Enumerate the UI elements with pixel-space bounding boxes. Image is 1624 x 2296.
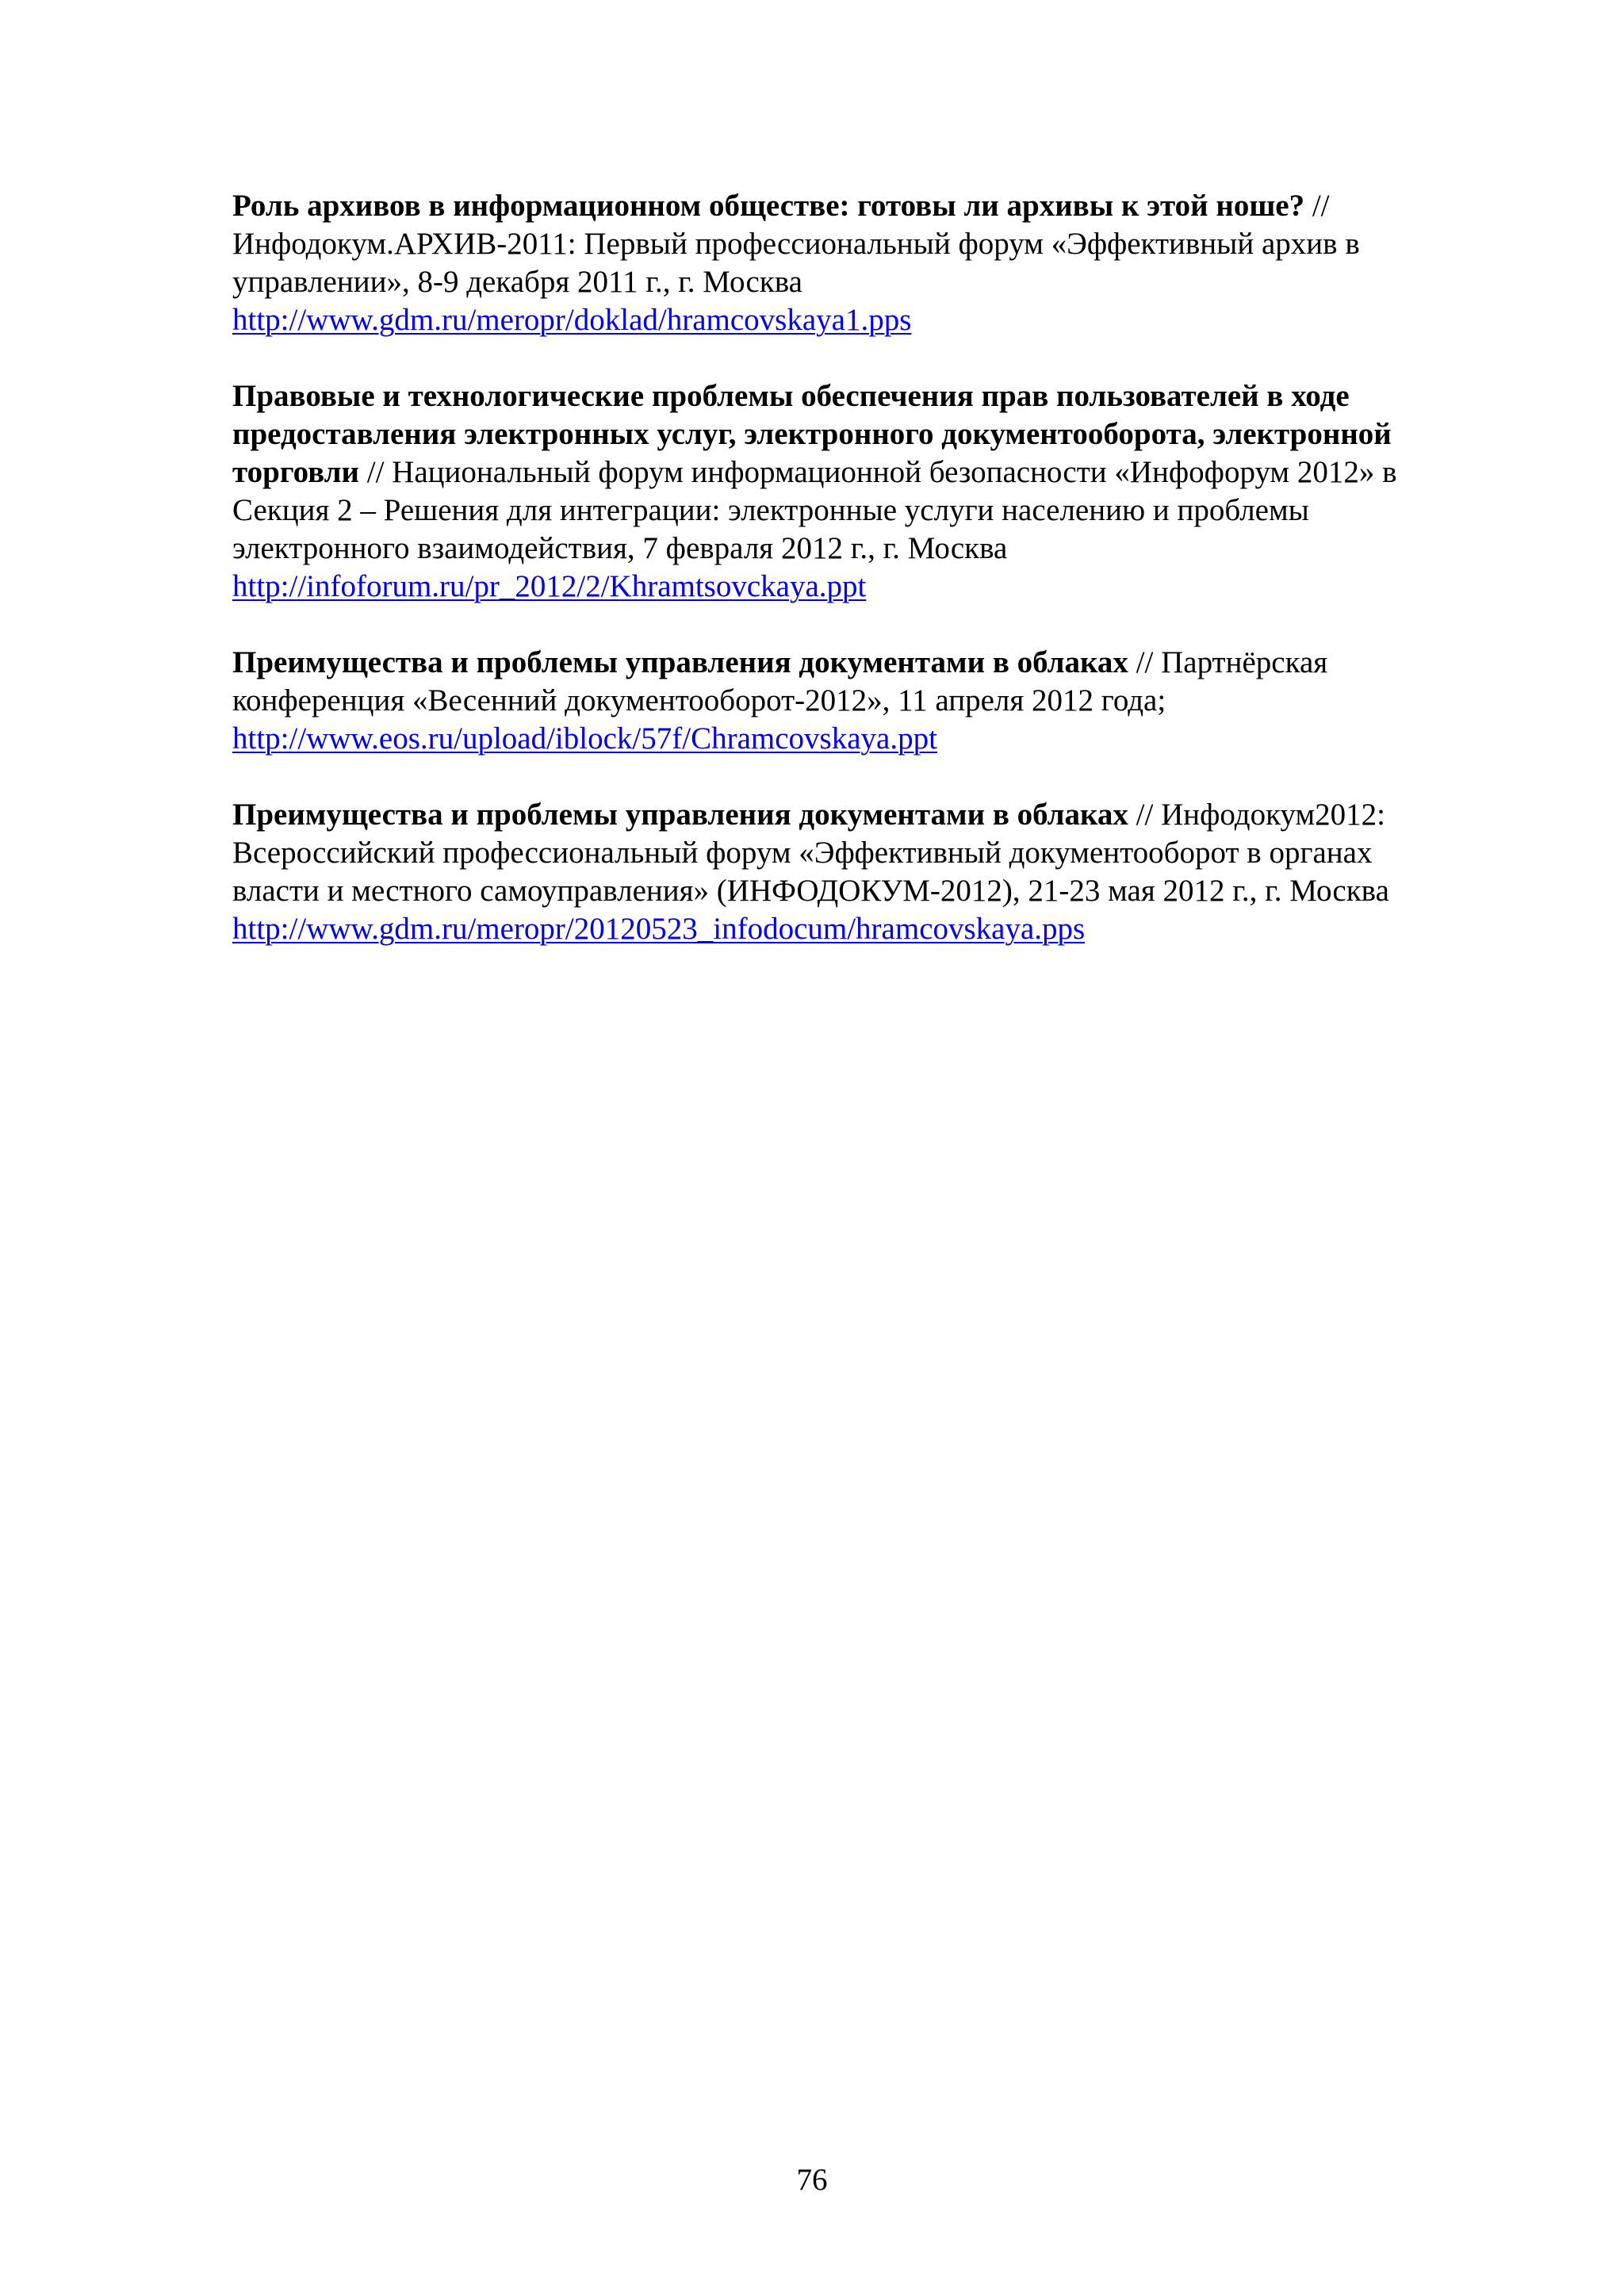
bibliography-list (232, 187, 1485, 986)
entry-link[interactable]: http://www.gdm.ru/meropr/20120523_infodocum/hramcovskaya.pps (232, 912, 1086, 946)
entry-text: власти и местного самоуправления» (ИНФОДОКУМ-2012), 21-23 мая 2012 г., г. Москва (232, 874, 1389, 908)
bibliography-entry-2 (232, 377, 1485, 606)
entry-text: // Инфодокум2012: (1128, 798, 1386, 832)
bibliography-entry-1 (232, 187, 1485, 339)
entry-line (232, 872, 1485, 910)
entry-line (232, 568, 1485, 606)
entry-text: // Партнёрская (1128, 645, 1328, 679)
page-number: 76 (796, 2163, 828, 2197)
entry-line (232, 910, 1485, 948)
entry-title: предоставления электронных услуг, электронного документооборота, электронной (232, 417, 1392, 451)
entry-link[interactable]: http://infoforum.ru/pr_2012/2/Khramtsovckaya.ppt (232, 569, 867, 603)
entry-line (232, 263, 1485, 301)
entry-line (232, 187, 1485, 225)
entry-text: // (1304, 189, 1330, 223)
bibliography-entry-3 (232, 644, 1485, 758)
entry-title: Правовые и технологические проблемы обеспечения прав пользователей в ходе (232, 379, 1350, 413)
entry-text: Секция 2 – Решения для интеграции: электронные услуги населению и проблемы (232, 493, 1309, 527)
entry-text: // Национальный форум информационной безопасности «Инфофорум 2012» в (359, 455, 1397, 489)
entry-text: Инфодокум.АРХИВ-2011: Первый профессиональный форум «Эффективный архив в (232, 227, 1360, 261)
entry-line (232, 834, 1485, 872)
entry-line (232, 453, 1485, 492)
entry-line (232, 301, 1485, 339)
entry-link[interactable]: http://www.gdm.ru/meropr/doklad/hramcovskaya1.pps (232, 303, 912, 337)
entry-line (232, 377, 1485, 415)
entry-title: Преимущества и проблемы управления документами в облаках (232, 645, 1128, 679)
entry-line (232, 644, 1485, 682)
entry-link[interactable]: http://www.eos.ru/upload/iblock/57f/Chramcovskaya.ppt (232, 721, 937, 756)
entry-line (232, 682, 1485, 720)
entry-text: Всероссийский профессиональный форум «Эффективный документооборот в органах (232, 836, 1373, 870)
entry-text: электронного взаимодействия, 7 февраля 2012 г., г. Москва (232, 531, 1008, 565)
entry-text: управлении», 8-9 декабря 2011 г., г. Москва (232, 265, 802, 299)
entry-line (232, 720, 1485, 758)
entry-line (232, 225, 1485, 263)
entry-text: конференция «Весенний документооборот-2012», 11 апреля 2012 года; (232, 683, 1166, 718)
entry-title: Роль архивов в информационном обществе: готовы ли архивы к этой ноше? (232, 189, 1305, 223)
bibliography-entry-4 (232, 796, 1485, 948)
entry-line (232, 415, 1485, 453)
entry-title: Преимущества и проблемы управления документами в облаках (232, 798, 1128, 832)
entry-title: торговли (232, 455, 359, 489)
entry-line (232, 530, 1485, 568)
entry-line (232, 492, 1485, 530)
entry-line (232, 796, 1485, 834)
